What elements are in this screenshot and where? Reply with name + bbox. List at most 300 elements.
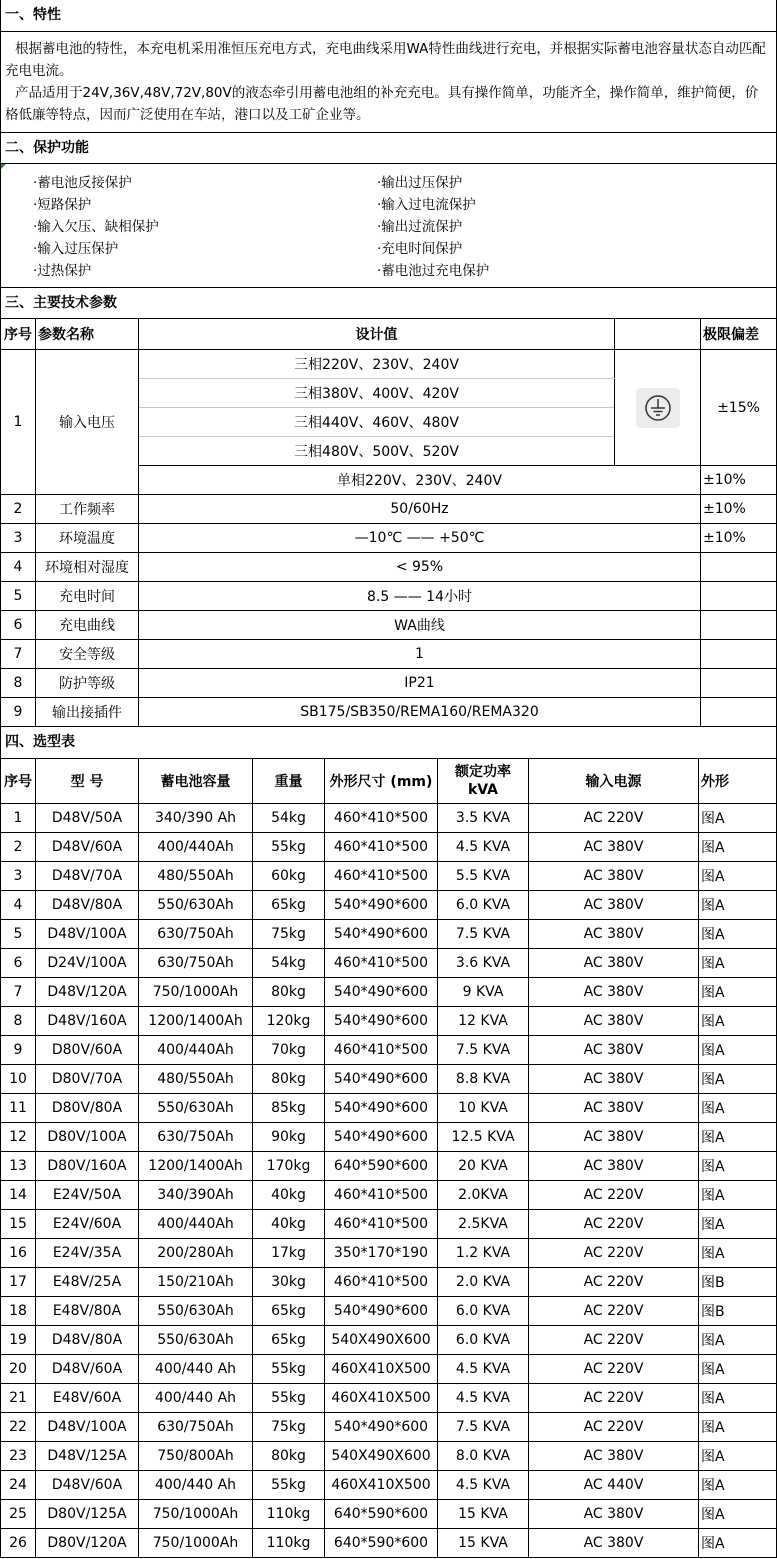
selection-cell-weight: 54kg: [253, 804, 325, 833]
voltage-three-phase-4: 三相480V、500V、520V: [139, 437, 615, 466]
selection-cell-shape: 图A: [699, 891, 777, 920]
selection-cell-weight: 30kg: [253, 1268, 325, 1297]
selection-row: [1, 862, 777, 891]
selection-cell-size: 540*490*600: [325, 1065, 438, 1094]
params-cell-no: 7: [1, 640, 36, 669]
params-cell-tolerance: [701, 698, 777, 727]
selection-cell-weight: 75kg: [253, 920, 325, 949]
selection-cell-capacity: 1200/1400Ah: [139, 1007, 253, 1036]
params-row: [1, 495, 777, 524]
selection-header-model: 型 号: [36, 759, 139, 804]
section-title-params: 三、主要技术参数: [1, 287, 777, 318]
selection-cell-weight: 80kg: [253, 1442, 325, 1471]
selection-cell-model: D48V/70A: [36, 862, 139, 891]
selection-row: [1, 1500, 777, 1529]
selection-cell-size: 540*490*600: [325, 978, 438, 1007]
selection-cell-capacity: 750/800Ah: [139, 1442, 253, 1471]
params-header-blank: [615, 319, 701, 350]
selection-cell-no: 21: [1, 1384, 36, 1413]
params-cell-name: 充电时间: [36, 582, 139, 611]
selection-cell-weight: 85kg: [253, 1094, 325, 1123]
selection-cell-weight: 80kg: [253, 1065, 325, 1094]
selection-cell-capacity: 1200/1400Ah: [139, 1152, 253, 1181]
selection-cell-capacity: 550/630Ah: [139, 891, 253, 920]
selection-cell-capacity: 550/630Ah: [139, 1094, 253, 1123]
params-cell-name: 输出接插件: [36, 698, 139, 727]
selection-cell-input: AC 380V: [529, 920, 699, 949]
selection-cell-size: 540X490X600: [325, 1326, 438, 1355]
selection-cell-size: 460*410*500: [325, 804, 438, 833]
params-header-row: [1, 319, 777, 350]
protection-item: ·蓄电池过充电保护: [377, 263, 490, 279]
params-header-name: 参数名称: [36, 319, 139, 350]
selection-cell-capacity: 150/210Ah: [139, 1268, 253, 1297]
selection-cell-model: D48V/125A: [36, 1442, 139, 1471]
params-cell-value: WA曲线: [139, 611, 701, 640]
voltage-single-phase-tolerance: ±10%: [701, 466, 777, 495]
selection-cell-size: 640*590*600: [325, 1500, 438, 1529]
selection-cell-no: 14: [1, 1181, 36, 1210]
selection-cell-no: 20: [1, 1355, 36, 1384]
selection-row: [1, 1094, 777, 1123]
selection-cell-weight: 65kg: [253, 1297, 325, 1326]
selection-cell-power: 8.0 KVA: [438, 1442, 529, 1471]
selection-cell-size: 540*490*600: [325, 1123, 438, 1152]
selection-cell-power: 20 KVA: [438, 1152, 529, 1181]
selection-cell-shape: 图A: [699, 1442, 777, 1471]
params-cell-name: 工作频率: [36, 495, 139, 524]
selection-cell-power: 12 KVA: [438, 1007, 529, 1036]
selection-cell-input: AC 220V: [529, 1210, 699, 1239]
protection-item: ·输入过压保护: [33, 241, 119, 257]
params-cell-tolerance: ±10%: [701, 495, 777, 524]
selection-cell-power: 6.0 KVA: [438, 1326, 529, 1355]
selection-cell-size: 460X410X500: [325, 1355, 438, 1384]
selection-cell-input: AC 220V: [529, 1268, 699, 1297]
selection-cell-power: 8.8 KVA: [438, 1065, 529, 1094]
params-cell-name: 环境温度: [36, 524, 139, 553]
selection-cell-no: 15: [1, 1210, 36, 1239]
params-cell-name: 防护等级: [36, 669, 139, 698]
selection-cell-model: D48V/100A: [36, 1413, 139, 1442]
selection-cell-shape: 图A: [699, 1123, 777, 1152]
selection-cell-no: 19: [1, 1326, 36, 1355]
selection-cell-no: 17: [1, 1268, 36, 1297]
voltage-single-phase: 单相220V、230V、240V: [139, 466, 701, 495]
selection-cell-shape: 图A: [699, 978, 777, 1007]
selection-cell-size: 460*410*500: [325, 1181, 438, 1210]
selection-header-capacity: 蓄电池容量: [139, 759, 253, 804]
ground-icon: [636, 388, 680, 428]
selection-cell-model: D80V/120A: [36, 1529, 139, 1558]
selection-cell-size: 460*410*500: [325, 833, 438, 862]
selection-cell-model: D48V/50A: [36, 804, 139, 833]
selection-cell-shape: 图A: [699, 1152, 777, 1181]
params-cell-name: 输入电压: [36, 350, 139, 495]
selection-cell-weight: 40kg: [253, 1181, 325, 1210]
selection-cell-weight: 55kg: [253, 833, 325, 862]
selection-cell-input: AC 220V: [529, 1326, 699, 1355]
selection-row: [1, 1529, 777, 1558]
params-row: [1, 524, 777, 553]
selection-cell-weight: 55kg: [253, 1384, 325, 1413]
selection-cell-capacity: 630/750Ah: [139, 920, 253, 949]
params-row: [1, 582, 777, 611]
selection-cell-no: 7: [1, 978, 36, 1007]
selection-cell-power: 3.5 KVA: [438, 804, 529, 833]
selection-row: [1, 1355, 777, 1384]
selection-body: [1, 804, 777, 1558]
selection-cell-weight: 55kg: [253, 1471, 325, 1500]
selection-cell-no: 6: [1, 949, 36, 978]
selection-cell-weight: 120kg: [253, 1007, 325, 1036]
selection-row: [1, 1210, 777, 1239]
selection-cell-shape: 图A: [699, 1065, 777, 1094]
selection-cell-power: 7.5 KVA: [438, 1036, 529, 1065]
selection-cell-model: D80V/70A: [36, 1065, 139, 1094]
selection-cell-size: 640*590*600: [325, 1152, 438, 1181]
selection-cell-model: D80V/80A: [36, 1094, 139, 1123]
params-cell-no: 3: [1, 524, 36, 553]
selection-cell-weight: 80kg: [253, 978, 325, 1007]
params-cell-no: 2: [1, 495, 36, 524]
selection-cell-power: 10 KVA: [438, 1094, 529, 1123]
selection-cell-no: 11: [1, 1094, 36, 1123]
selection-cell-size: 540*490*600: [325, 1094, 438, 1123]
params-cell-value: IP21: [139, 669, 701, 698]
selection-cell-power: 15 KVA: [438, 1500, 529, 1529]
selection-cell-model: D48V/160A: [36, 1007, 139, 1036]
selection-cell-shape: 图A: [699, 1384, 777, 1413]
selection-cell-weight: 55kg: [253, 1355, 325, 1384]
selection-row: [1, 804, 777, 833]
selection-cell-weight: 70kg: [253, 1036, 325, 1065]
selection-cell-input: AC 220V: [529, 804, 699, 833]
selection-cell-shape: 图A: [699, 949, 777, 978]
selection-cell-model: D80V/160A: [36, 1152, 139, 1181]
selection-cell-shape: 图B: [699, 1297, 777, 1326]
selection-cell-input: AC 380V: [529, 833, 699, 862]
selection-cell-input: AC 220V: [529, 1384, 699, 1413]
selection-cell-model: D48V/80A: [36, 1326, 139, 1355]
selection-row: [1, 1239, 777, 1268]
voltage-three-phase-3: 三相440V、460V、480V: [139, 408, 615, 437]
params-row: [1, 553, 777, 582]
selection-cell-input: AC 380V: [529, 1152, 699, 1181]
selection-cell-size: 540*490*600: [325, 920, 438, 949]
selection-cell-power: 12.5 KVA: [438, 1123, 529, 1152]
protection-item: ·输出过流保护: [377, 219, 463, 235]
selection-cell-capacity: 550/630Ah: [139, 1326, 253, 1355]
selection-cell-model: D80V/100A: [36, 1123, 139, 1152]
selection-cell-shape: 图A: [699, 1036, 777, 1065]
selection-cell-capacity: 750/1000Ah: [139, 1500, 253, 1529]
selection-cell-weight: 54kg: [253, 949, 325, 978]
selection-cell-shape: 图A: [699, 1007, 777, 1036]
selection-row: [1, 949, 777, 978]
selection-cell-shape: 图A: [699, 833, 777, 862]
params-cell-name: 安全等级: [36, 640, 139, 669]
selection-cell-power: 3.6 KVA: [438, 949, 529, 978]
params-cell-no: 8: [1, 669, 36, 698]
selection-cell-size: 640*590*600: [325, 1529, 438, 1558]
selection-cell-shape: 图A: [699, 1326, 777, 1355]
params-cell-no: 4: [1, 553, 36, 582]
selection-cell-input: AC 380V: [529, 1094, 699, 1123]
params-cell-no: 9: [1, 698, 36, 727]
selection-cell-power: 6.0 KVA: [438, 891, 529, 920]
selection-cell-no: 18: [1, 1297, 36, 1326]
selection-cell-power: 6.0 KVA: [438, 1297, 529, 1326]
selection-cell-capacity: 750/1000Ah: [139, 1529, 253, 1558]
protection-column-left: [31, 172, 159, 282]
selection-cell-input: AC 440V: [529, 1471, 699, 1500]
params-cell-no: 6: [1, 611, 36, 640]
params-cell-value: —10℃ —— +50℃: [139, 524, 701, 553]
selection-cell-shape: 图A: [699, 1471, 777, 1500]
section-title-features: 一、特性: [1, 0, 777, 31]
features-paragraph-2: 产品适用于24V,36V,48V,72V,80V的液态牵引用蓄电池组的补充充电。具有操作简单，功能齐全，操作简单，维护简便，价格低廉等特点，因而广泛使用在车站，港口以及工矿企业等。: [5, 85, 759, 123]
protection-item: ·输入过电流保护: [377, 197, 476, 213]
selection-cell-input: AC 380V: [529, 1065, 699, 1094]
params-cell-name: 环境相对湿度: [36, 553, 139, 582]
params-cell-tolerance: [701, 611, 777, 640]
selection-header-power: [438, 759, 529, 804]
selection-cell-capacity: 400/440 Ah: [139, 1384, 253, 1413]
selection-cell-capacity: 630/750Ah: [139, 1123, 253, 1152]
selection-row: [1, 891, 777, 920]
selection-cell-capacity: 340/390Ah: [139, 1181, 253, 1210]
selection-cell-power: 7.5 KVA: [438, 1413, 529, 1442]
selection-row: [1, 1326, 777, 1355]
selection-cell-model: D48V/60A: [36, 1355, 139, 1384]
selection-cell-model: E24V/60A: [36, 1210, 139, 1239]
protection-item: ·蓄电池反接保护: [33, 175, 132, 191]
selection-cell-power: 15 KVA: [438, 1529, 529, 1558]
selection-cell-no: 9: [1, 1036, 36, 1065]
selection-cell-model: D48V/100A: [36, 920, 139, 949]
protection-list: [1, 163, 777, 287]
selection-row: [1, 1384, 777, 1413]
selection-table: [0, 758, 777, 1558]
selection-cell-power: 4.5 KVA: [438, 1355, 529, 1384]
selection-cell-weight: 60kg: [253, 862, 325, 891]
selection-cell-no: 5: [1, 920, 36, 949]
section-title-selection: 四、选型表: [1, 727, 777, 758]
selection-cell-capacity: 400/440Ah: [139, 833, 253, 862]
selection-cell-model: E24V/50A: [36, 1181, 139, 1210]
params-cell-no: 1: [1, 350, 36, 495]
selection-cell-shape: 图A: [699, 1239, 777, 1268]
selection-cell-capacity: 400/440Ah: [139, 1036, 253, 1065]
protection-column-right: [377, 172, 489, 282]
selection-header-power-line1: 额定功率: [455, 764, 511, 780]
features-paragraph-1: 根据蓄电池的特性，本充电机采用准恒压充电方式，充电曲线采用WA特性曲线进行充电，并根据实际蓄电池容量状态自动匹配充电电流。: [5, 41, 766, 79]
selection-cell-model: D80V/125A: [36, 1500, 139, 1529]
selection-cell-size: 540*490*600: [325, 1007, 438, 1036]
selection-cell-capacity: 750/1000Ah: [139, 978, 253, 1007]
selection-cell-size: 350*170*190: [325, 1239, 438, 1268]
selection-cell-shape: 图A: [699, 1413, 777, 1442]
params-header-design: 设计值: [139, 319, 615, 350]
selection-cell-no: 22: [1, 1413, 36, 1442]
selection-cell-no: 25: [1, 1500, 36, 1529]
selection-row: [1, 1181, 777, 1210]
params-cell-tolerance: ±10%: [701, 524, 777, 553]
selection-cell-weight: 65kg: [253, 891, 325, 920]
selection-cell-input: AC 220V: [529, 1181, 699, 1210]
selection-cell-no: 4: [1, 891, 36, 920]
selection-cell-input: AC 380V: [529, 1500, 699, 1529]
selection-cell-no: 24: [1, 1471, 36, 1500]
selection-cell-capacity: 400/440 Ah: [139, 1471, 253, 1500]
protection-item: ·充电时间保护: [377, 241, 463, 257]
params-row: [1, 640, 777, 669]
selection-header-size: 外形尺寸 (mm): [325, 759, 438, 804]
selection-cell-weight: 75kg: [253, 1413, 325, 1442]
selection-cell-power: 2.5KVA: [438, 1210, 529, 1239]
selection-cell-model: D48V/60A: [36, 1471, 139, 1500]
selection-cell-weight: 65kg: [253, 1326, 325, 1355]
selection-cell-capacity: 400/440 Ah: [139, 1355, 253, 1384]
protection-item: ·输入欠压、缺相保护: [33, 219, 159, 235]
selection-cell-power: 9 KVA: [438, 978, 529, 1007]
selection-header-input: 输入电源: [529, 759, 699, 804]
selection-cell-power: 5.5 KVA: [438, 862, 529, 891]
selection-cell-shape: 图A: [699, 862, 777, 891]
selection-cell-input: AC 380V: [529, 1529, 699, 1558]
selection-row: [1, 1036, 777, 1065]
selection-cell-no: 12: [1, 1123, 36, 1152]
selection-cell-shape: 图A: [699, 1210, 777, 1239]
selection-cell-power: 2.0KVA: [438, 1181, 529, 1210]
params-cell-value: 1: [139, 640, 701, 669]
selection-row: [1, 1442, 777, 1471]
selection-cell-model: D48V/80A: [36, 891, 139, 920]
voltage-three-phase-2: 三相380V、400V、420V: [139, 379, 615, 408]
selection-cell-power: 2.0 KVA: [438, 1268, 529, 1297]
selection-cell-input: AC 380V: [529, 862, 699, 891]
selection-row: [1, 1471, 777, 1500]
selection-cell-weight: 110kg: [253, 1529, 325, 1558]
selection-cell-size: 460*410*500: [325, 949, 438, 978]
selection-row: [1, 1268, 777, 1297]
selection-cell-input: AC 380V: [529, 1036, 699, 1065]
selection-cell-weight: 110kg: [253, 1500, 325, 1529]
selection-header-weight: 重量: [253, 759, 325, 804]
selection-cell-model: E48V/80A: [36, 1297, 139, 1326]
selection-row: [1, 978, 777, 1007]
selection-cell-size: 460X410X500: [325, 1384, 438, 1413]
selection-row: [1, 1123, 777, 1152]
selection-cell-power: 1.2 KVA: [438, 1239, 529, 1268]
selection-cell-model: E48V/60A: [36, 1384, 139, 1413]
selection-cell-input: AC 380V: [529, 1007, 699, 1036]
selection-cell-input: AC 380V: [529, 891, 699, 920]
selection-cell-no: 3: [1, 862, 36, 891]
selection-cell-shape: 图A: [699, 804, 777, 833]
params-table: [0, 318, 777, 727]
selection-cell-shape: 图A: [699, 1181, 777, 1210]
selection-cell-capacity: 550/630Ah: [139, 1297, 253, 1326]
selection-cell-no: 1: [1, 804, 36, 833]
selection-cell-model: D48V/120A: [36, 978, 139, 1007]
selection-cell-size: 460*410*500: [325, 862, 438, 891]
selection-cell-no: 2: [1, 833, 36, 862]
params-cell-name: 充电曲线: [36, 611, 139, 640]
selection-cell-input: AC 220V: [529, 1413, 699, 1442]
selection-cell-size: 460*410*500: [325, 1268, 438, 1297]
selection-cell-capacity: 200/280Ah: [139, 1239, 253, 1268]
selection-cell-no: 13: [1, 1152, 36, 1181]
params-cell-value: 50/60Hz: [139, 495, 701, 524]
selection-cell-power: 4.5 KVA: [438, 1471, 529, 1500]
selection-cell-model: E48V/25A: [36, 1268, 139, 1297]
selection-row: [1, 833, 777, 862]
selection-cell-shape: 图B: [699, 1268, 777, 1297]
params-header-no: 序号: [1, 319, 36, 350]
params-cell-value: < 95%: [139, 553, 701, 582]
selection-cell-model: D24V/100A: [36, 949, 139, 978]
selection-cell-capacity: 630/750Ah: [139, 1413, 253, 1442]
selection-cell-no: 23: [1, 1442, 36, 1471]
selection-cell-size: 460*410*500: [325, 1210, 438, 1239]
selection-row: [1, 1007, 777, 1036]
selection-cell-weight: 40kg: [253, 1210, 325, 1239]
selection-cell-model: D80V/60A: [36, 1036, 139, 1065]
selection-cell-model: D48V/60A: [36, 833, 139, 862]
selection-header-row: [1, 759, 777, 804]
selection-cell-size: 540*490*600: [325, 1413, 438, 1442]
selection-cell-size: 460X410X500: [325, 1471, 438, 1500]
selection-cell-power: 7.5 KVA: [438, 920, 529, 949]
selection-cell-shape: 图A: [699, 1529, 777, 1558]
ground-symbol-cell: [615, 350, 701, 466]
selection-row: [1, 1065, 777, 1094]
selection-cell-capacity: 480/550Ah: [139, 1065, 253, 1094]
selection-cell-input: AC 380V: [529, 978, 699, 1007]
selection-row: [1, 1152, 777, 1181]
selection-header-shape: 外形: [699, 759, 777, 804]
selection-cell-capacity: 630/750Ah: [139, 949, 253, 978]
selection-cell-weight: 170kg: [253, 1152, 325, 1181]
selection-cell-no: 16: [1, 1239, 36, 1268]
params-row-voltage: [1, 350, 777, 379]
selection-cell-size: 540X490X600: [325, 1442, 438, 1471]
params-row: [1, 669, 777, 698]
params-cell-tolerance: [701, 582, 777, 611]
selection-row: [1, 1297, 777, 1326]
selection-cell-no: 10: [1, 1065, 36, 1094]
selection-cell-input: AC 220V: [529, 1355, 699, 1384]
selection-cell-power: 4.5 KVA: [438, 1384, 529, 1413]
protection-item: ·输出过压保护: [377, 175, 463, 191]
params-cell-value: SB175/SB350/REMA160/REMA320: [139, 698, 701, 727]
selection-cell-size: 540*490*600: [325, 891, 438, 920]
params-header-tolerance: 极限偏差: [701, 319, 777, 350]
selection-header-no: 序号: [1, 759, 36, 804]
selection-cell-capacity: 480/550Ah: [139, 862, 253, 891]
selection-cell-power: 4.5 KVA: [438, 833, 529, 862]
params-cell-tolerance: [701, 640, 777, 669]
selection-cell-capacity: 400/440Ah: [139, 1210, 253, 1239]
selection-cell-weight: 17kg: [253, 1239, 325, 1268]
selection-cell-input: AC 380V: [529, 1123, 699, 1152]
selection-cell-size: 460*410*500: [325, 1036, 438, 1065]
selection-cell-weight: 90kg: [253, 1123, 325, 1152]
selection-row: [1, 920, 777, 949]
selection-cell-model: E24V/35A: [36, 1239, 139, 1268]
